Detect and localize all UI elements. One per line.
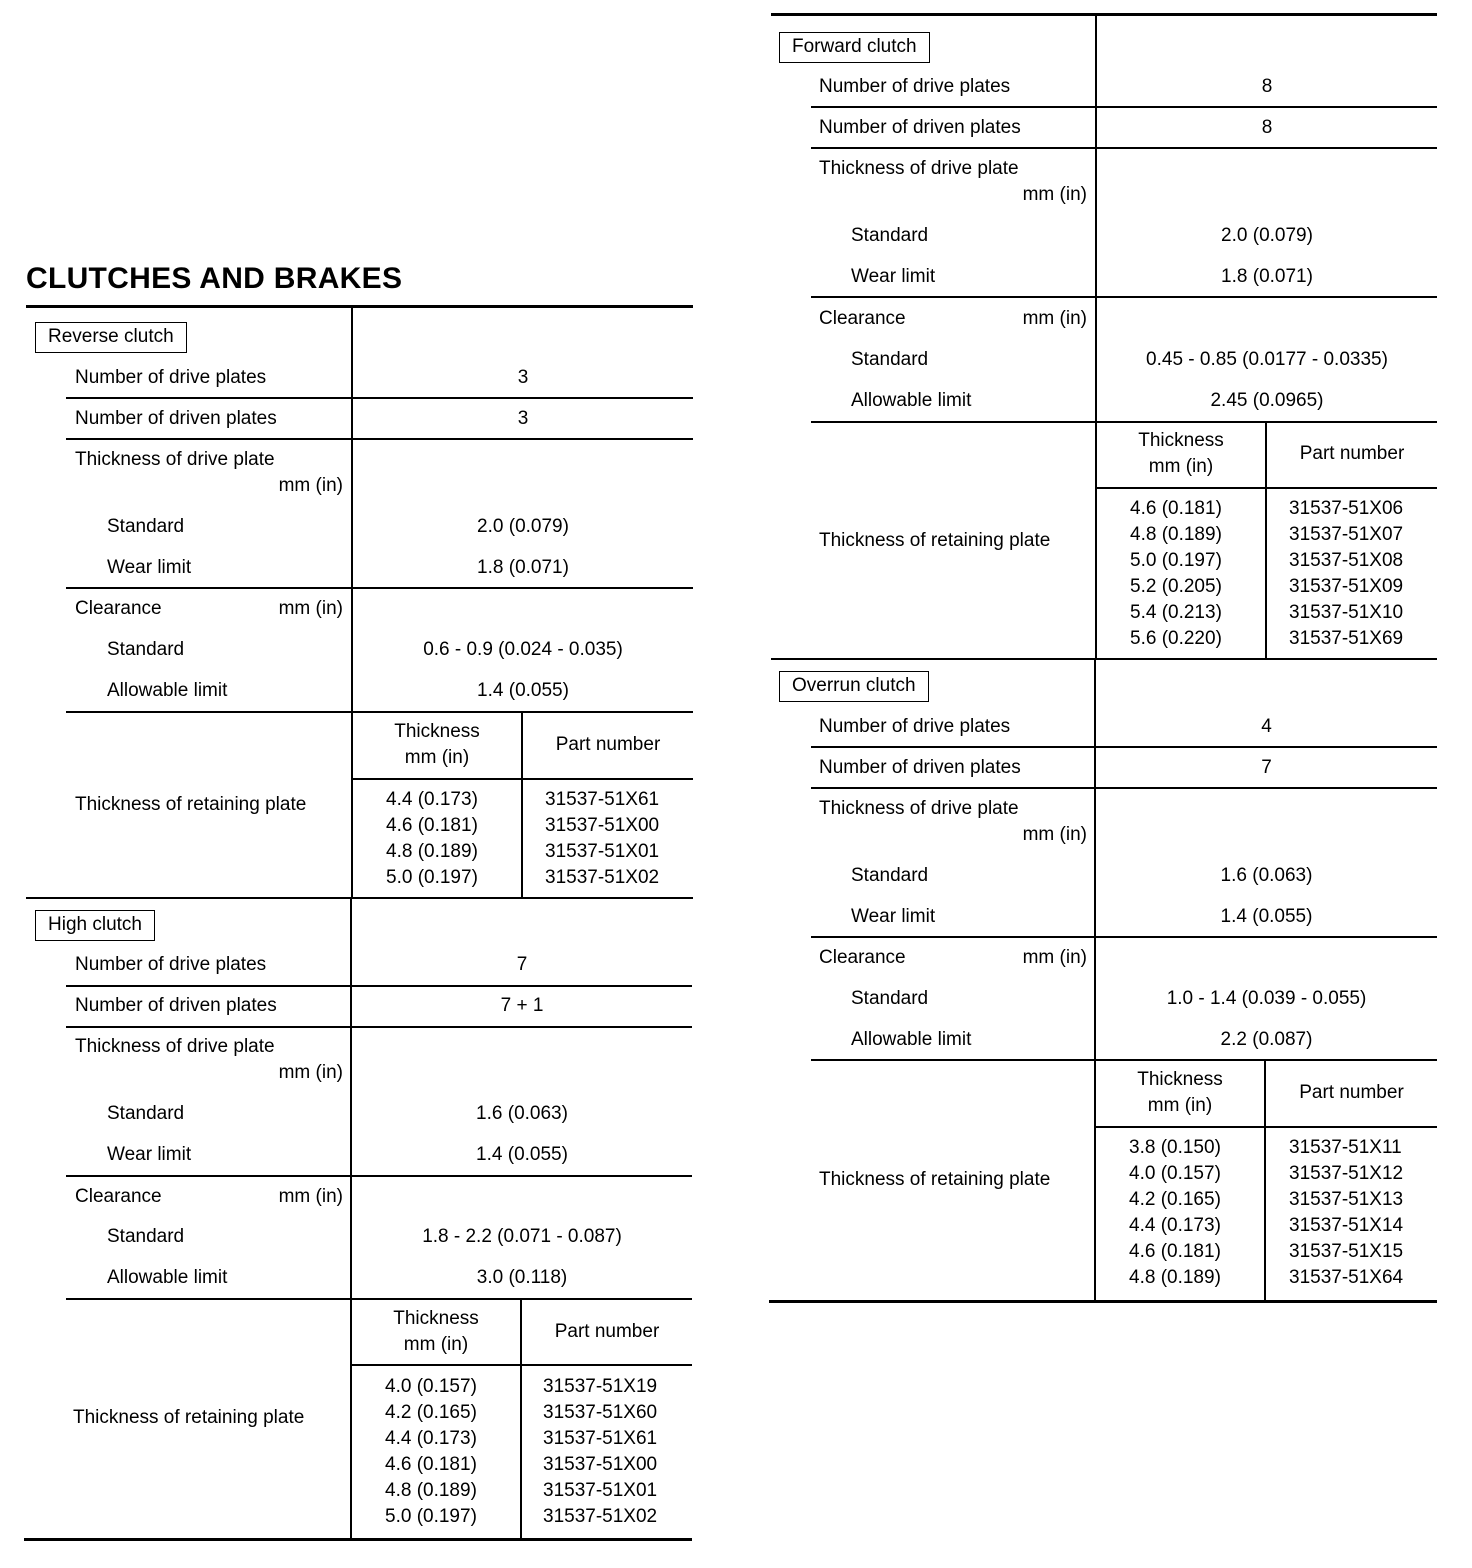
label-clearance: Clearance	[819, 947, 906, 968]
list-item: 5.0 (0.197)	[385, 1506, 477, 1527]
list-item: 31537-51X01	[543, 1480, 658, 1501]
retaining-part-list	[543, 1374, 657, 1530]
retaining-thickness-list	[385, 1374, 477, 1530]
col-thickness-unit: mm (in)	[404, 747, 470, 768]
list-item: 4.0 (0.157)	[1129, 1163, 1221, 1184]
retaining-part-list	[545, 787, 659, 891]
label-thick-retaining: Thickness of retaining plate	[73, 1407, 305, 1428]
list-item: 4.6 (0.181)	[386, 815, 478, 836]
list-item: 31537-51X19	[543, 1376, 658, 1397]
label-wear-limit: Wear limit	[107, 1144, 192, 1165]
value-clear-allow: 3.0 (0.118)	[476, 1267, 568, 1288]
list-item: 5.4 (0.213)	[1130, 602, 1222, 623]
page-title: CLUTCHES AND BRAKES	[26, 262, 403, 295]
value-clear-standard: 0.6 - 0.9 (0.024 - 0.035)	[423, 639, 623, 660]
label-wear-limit: Wear limit	[851, 266, 936, 287]
col-part-number-header: Part number	[1299, 1082, 1404, 1103]
label-unit: mm (in)	[278, 475, 343, 496]
column-divider	[1264, 1061, 1266, 1301]
col-thickness-unit: mm (in)	[1148, 456, 1214, 477]
rule-top	[26, 305, 693, 308]
rule-bottom	[769, 1300, 1437, 1303]
label-num-drive: Number of drive plates	[75, 367, 267, 388]
list-item: 4.8 (0.189)	[1129, 1267, 1221, 1288]
label-thick-retaining: Thickness of retaining plate	[75, 794, 307, 815]
label-allowable-limit: Allowable limit	[107, 680, 228, 701]
col-part-number-header: Part number	[1299, 443, 1405, 464]
list-item: 31537-51X69	[1289, 628, 1404, 649]
list-item: 4.6 (0.181)	[1129, 1241, 1221, 1262]
rule	[811, 421, 1437, 423]
value-clear-standard: 1.0 - 1.4 (0.039 - 0.055)	[1166, 988, 1367, 1009]
label-unit: mm (in)	[278, 598, 343, 619]
label-thick-drive: Thickness of drive plate	[819, 158, 1019, 179]
list-item: 4.4 (0.173)	[1129, 1215, 1221, 1236]
rule	[66, 985, 692, 987]
value-drive-wear: 1.8 (0.071)	[477, 557, 569, 578]
label-clearance: Clearance	[819, 308, 906, 329]
list-item: 31537-51X02	[543, 1506, 658, 1527]
section-title-forward: Forward clutch	[779, 32, 930, 63]
column-divider	[1095, 16, 1097, 659]
rule	[352, 1364, 692, 1366]
label-unit: mm (in)	[1022, 947, 1087, 968]
label-unit: mm (in)	[1022, 184, 1087, 205]
value-num-drive: 4	[1261, 716, 1272, 737]
label-wear-limit: Wear limit	[107, 557, 192, 578]
label-num-driven: Number of driven plates	[819, 117, 1021, 138]
section-title-high: High clutch	[35, 910, 155, 941]
rule	[1097, 487, 1437, 489]
col-part-number-header: Part number	[554, 1321, 660, 1342]
rule	[66, 1298, 692, 1300]
label-thick-retaining: Thickness of retaining plate	[819, 530, 1051, 551]
retaining-part-list	[1289, 1135, 1403, 1291]
label-standard: Standard	[851, 988, 929, 1009]
value-clear-allow: 1.4 (0.055)	[477, 680, 569, 701]
list-item: 31537-51X12	[1289, 1163, 1404, 1184]
retaining-thickness-list	[386, 787, 478, 891]
list-item: 31537-51X14	[1289, 1215, 1404, 1236]
list-item: 4.2 (0.165)	[385, 1402, 477, 1423]
col-thickness-unit: mm (in)	[403, 1334, 469, 1355]
list-item: 4.8 (0.189)	[385, 1480, 477, 1501]
list-item: 31537-51X10	[1289, 602, 1404, 623]
list-item: 4.8 (0.189)	[1130, 524, 1222, 545]
value-num-drive: 3	[517, 367, 529, 388]
list-item: 31537-51X00	[545, 815, 660, 836]
rule	[66, 397, 693, 399]
value-num-drive: 7	[516, 954, 528, 975]
list-item: 3.8 (0.150)	[1129, 1137, 1221, 1158]
label-allowable-limit: Allowable limit	[851, 1029, 972, 1050]
label-unit: mm (in)	[278, 1186, 343, 1207]
list-item: 31537-51X15	[1289, 1241, 1404, 1262]
value-num-driven: 7 + 1	[500, 995, 544, 1016]
list-item: 31537-51X00	[543, 1454, 658, 1475]
list-item: 31537-51X61	[543, 1428, 658, 1449]
label-allowable-limit: Allowable limit	[851, 390, 972, 411]
label-unit: mm (in)	[278, 1062, 343, 1083]
rule	[66, 711, 693, 713]
retaining-thickness-list	[1130, 496, 1222, 652]
label-num-driven: Number of driven plates	[75, 408, 277, 429]
column-divider	[520, 1300, 522, 1539]
list-item: 4.2 (0.165)	[1129, 1189, 1221, 1210]
rule	[66, 438, 693, 440]
label-clearance: Clearance	[75, 1186, 162, 1207]
rule-bottom	[24, 1538, 692, 1541]
value-clear-standard: 1.8 - 2.2 (0.071 - 0.087)	[422, 1226, 622, 1247]
rule	[811, 147, 1437, 149]
label-num-driven: Number of driven plates	[75, 995, 277, 1016]
col-part-number-header: Part number	[555, 734, 661, 755]
label-unit: mm (in)	[1022, 824, 1087, 845]
rule-section	[771, 658, 1437, 660]
rule	[66, 1175, 692, 1177]
list-item: 4.8 (0.189)	[386, 841, 478, 862]
col-thickness-unit: mm (in)	[1147, 1095, 1213, 1116]
list-item: 31537-51X08	[1289, 550, 1404, 571]
label-standard: Standard	[851, 225, 929, 246]
value-clear-allow: 2.2 (0.087)	[1220, 1029, 1313, 1050]
list-item: 4.0 (0.157)	[385, 1376, 477, 1397]
label-standard: Standard	[107, 516, 185, 537]
value-num-driven: 8	[1261, 117, 1273, 138]
list-item: 5.6 (0.220)	[1130, 628, 1222, 649]
label-thick-retaining: Thickness of retaining plate	[819, 1169, 1051, 1190]
section-title-overrun: Overrun clutch	[779, 671, 929, 702]
rule	[811, 106, 1437, 108]
list-item: 31537-51X02	[545, 867, 660, 888]
label-standard: Standard	[851, 865, 929, 886]
list-item: 31537-51X06	[1289, 498, 1404, 519]
list-item: 31537-51X64	[1289, 1267, 1404, 1288]
value-drive-wear: 1.8 (0.071)	[1221, 266, 1313, 287]
value-drive-wear: 1.4 (0.055)	[1220, 906, 1313, 927]
list-item: 5.0 (0.197)	[386, 867, 478, 888]
rule	[811, 936, 1437, 938]
rule	[353, 778, 693, 780]
column-divider	[521, 713, 523, 897]
rule	[811, 1059, 1437, 1061]
label-num-driven: Number of driven plates	[819, 757, 1021, 778]
value-num-drive: 8	[1261, 76, 1273, 97]
value-clear-standard: 0.45 - 0.85 (0.0177 - 0.0335)	[1146, 349, 1388, 370]
value-drive-standard: 1.6 (0.063)	[1220, 865, 1313, 886]
value-drive-standard: 1.6 (0.063)	[476, 1103, 568, 1124]
col-thickness-header: Thickness	[393, 1308, 479, 1329]
value-drive-standard: 2.0 (0.079)	[1221, 225, 1313, 246]
label-thick-drive: Thickness of drive plate	[819, 798, 1019, 819]
column-divider	[1265, 423, 1267, 659]
list-item: 4.6 (0.181)	[1130, 498, 1222, 519]
label-num-drive: Number of drive plates	[819, 76, 1011, 97]
label-num-drive: Number of drive plates	[75, 954, 267, 975]
list-item: 31537-51X13	[1289, 1189, 1404, 1210]
value-drive-wear: 1.4 (0.055)	[476, 1144, 568, 1165]
list-item: 31537-51X11	[1289, 1137, 1402, 1158]
list-item: 4.6 (0.181)	[385, 1454, 477, 1475]
retaining-thickness-list	[1129, 1135, 1221, 1291]
col-thickness-header: Thickness	[1137, 1069, 1223, 1090]
rule	[66, 587, 693, 589]
col-thickness-header: Thickness	[1138, 430, 1224, 451]
rule-section	[26, 897, 693, 899]
rule	[811, 787, 1437, 789]
col-thickness-header: Thickness	[394, 721, 480, 742]
list-item: 31537-51X61	[545, 789, 660, 810]
rule	[1096, 1126, 1437, 1128]
label-standard: Standard	[107, 1226, 185, 1247]
rule	[811, 746, 1437, 748]
list-item: 31537-51X07	[1289, 524, 1404, 545]
list-item: 5.2 (0.205)	[1130, 576, 1222, 597]
value-clear-allow: 2.45 (0.0965)	[1210, 390, 1324, 411]
value-num-driven: 7	[1261, 757, 1272, 778]
label-standard: Standard	[851, 349, 929, 370]
label-wear-limit: Wear limit	[851, 906, 936, 927]
rule	[66, 1026, 692, 1028]
value-num-driven: 3	[517, 408, 529, 429]
value-drive-standard: 2.0 (0.079)	[477, 516, 569, 537]
label-thick-drive: Thickness of drive plate	[75, 1036, 275, 1057]
label-num-drive: Number of drive plates	[819, 716, 1011, 737]
label-allowable-limit: Allowable limit	[107, 1267, 228, 1288]
label-standard: Standard	[107, 639, 185, 660]
section-title-reverse: Reverse clutch	[35, 322, 187, 353]
label-unit: mm (in)	[1022, 308, 1087, 329]
label-clearance: Clearance	[75, 598, 162, 619]
list-item: 5.0 (0.197)	[1130, 550, 1222, 571]
label-thick-drive: Thickness of drive plate	[75, 449, 275, 470]
list-item: 31537-51X01	[545, 841, 660, 862]
list-item: 4.4 (0.173)	[385, 1428, 477, 1449]
rule-top	[771, 13, 1437, 16]
retaining-part-list	[1289, 496, 1403, 652]
label-standard: Standard	[107, 1103, 185, 1124]
list-item: 4.4 (0.173)	[386, 789, 478, 810]
rule	[811, 296, 1437, 298]
list-item: 31537-51X60	[543, 1402, 658, 1423]
list-item: 31537-51X09	[1289, 576, 1404, 597]
